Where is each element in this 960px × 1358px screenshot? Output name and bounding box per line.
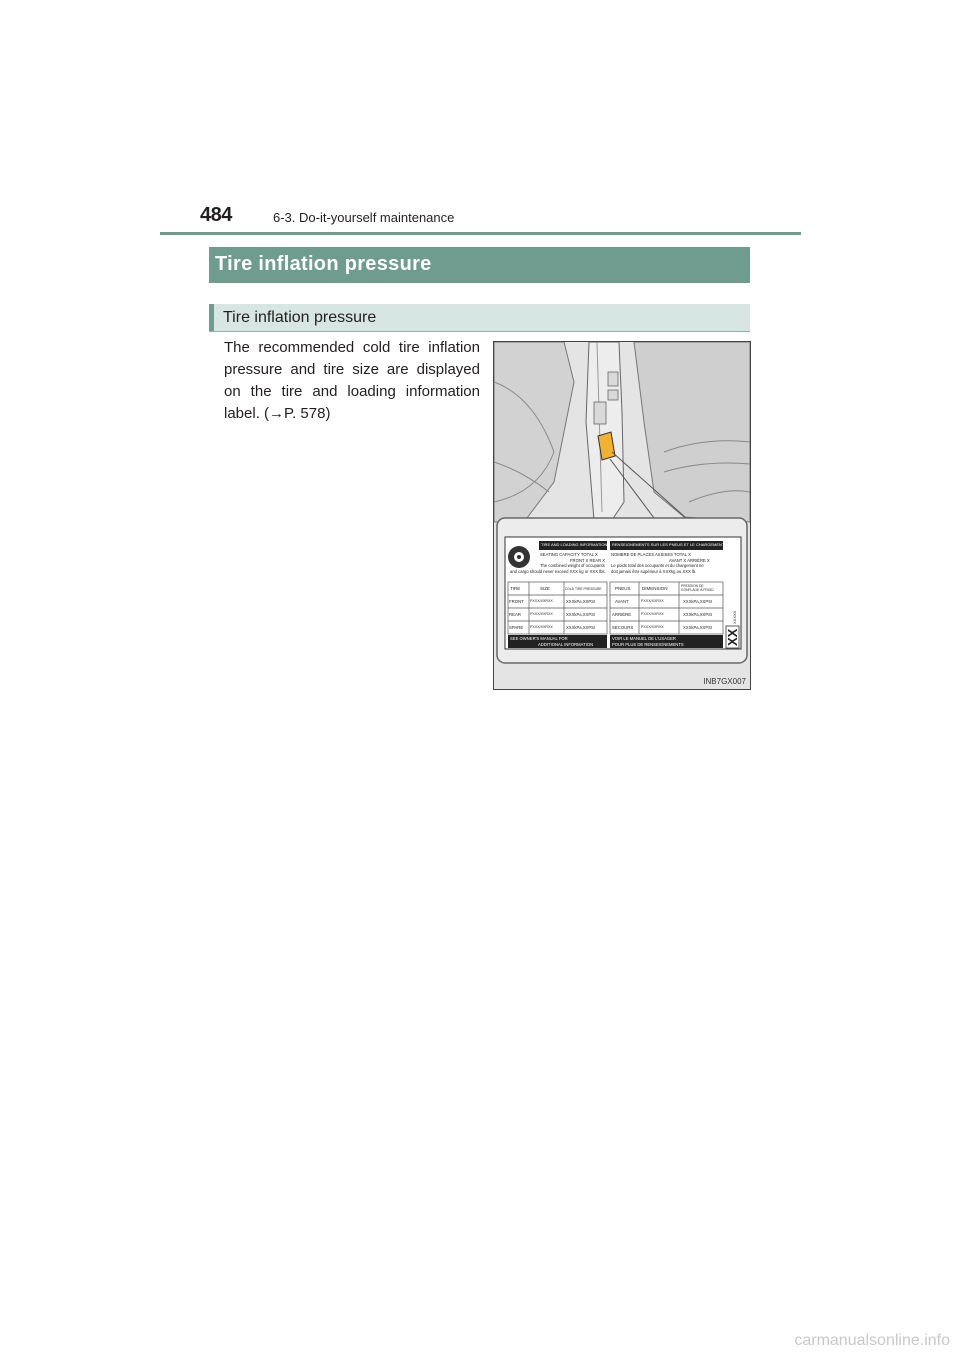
fr-row-rear-size: PXXX/XXRXX: [641, 612, 664, 616]
label-en-block: [510, 552, 606, 574]
label-en-line2: FRONT X REAR X: [570, 557, 606, 563]
figure-id: INB7GX007: [703, 677, 746, 686]
label-fr-block: [611, 552, 710, 574]
fr-row-spare-size: PXXX/XXRXX: [641, 625, 664, 629]
fr-header-size: DIMENSION: [642, 586, 668, 591]
label-side-code: XX: [725, 628, 740, 646]
label-fr-line1: NOMBRE DE PLACES ASSISES TOTAL X: [611, 552, 691, 557]
subsection-accent: [209, 304, 214, 331]
fr-row-rear-pressure: XXXkPa,XXPSI: [683, 612, 713, 617]
fr-row-rear-tire: ARRIÈRE: [612, 612, 632, 617]
label-en-line4: and cargo should never exceed XXX kg or XXX lbs.: [510, 568, 606, 574]
chapter-title: 6-3. Do-it-yourself maintenance: [273, 210, 455, 225]
en-header-tire: TIRE: [510, 586, 521, 591]
fr-row-front-tire: AVANT: [615, 599, 629, 604]
label-en-line3: The combined weight of occupants: [540, 563, 605, 568]
label-footer-fr-line1: VOIR LE MANUEL DE L'USAGER: [612, 636, 676, 641]
fr-row-front-size: PXXX/XXRXX: [641, 599, 664, 603]
en-row-spare-pressure: XXXkPa,XXPSI: [566, 625, 596, 630]
label-fr-line4: doit jamais être supérieur à XXXkg ou XXX lb.: [611, 568, 697, 574]
tire-label-figure: [493, 341, 751, 690]
page-number: 484: [200, 204, 232, 226]
section-title: Tire inflation pressure: [215, 253, 432, 275]
header-rule: [160, 232, 801, 235]
label-side-small: XXXXX: [732, 610, 737, 624]
en-row-front-pressure: XXXkPa,XXPSI: [566, 599, 596, 604]
subsection-title: Tire inflation pressure: [223, 309, 377, 326]
fr-header-tire: PNEUS: [615, 586, 631, 591]
body-paragraph: The recommended cold tire inflation pressure and tire size are displayed on the tire and loading information label. (→P. 578): [224, 339, 480, 422]
en-row-rear-pressure: XXXkPa,XXPSI: [566, 612, 596, 617]
section-title-bar: [209, 247, 750, 283]
label-footer-fr: [612, 636, 684, 647]
fr-row-spare-pressure: XXXkPa,XXPSI: [683, 625, 713, 630]
en-row-spare-tire: SPARE: [509, 625, 524, 630]
en-row-front-tire: FRONT: [509, 599, 524, 604]
label-footer-en-line1: SEE OWNER'S MANUAL FOR: [510, 636, 568, 641]
label-footer-en-line2: ADDITIONAL INFORMATION: [538, 641, 594, 647]
label-fr-line2: AVANT X ARRIÈRE X: [669, 557, 710, 563]
en-header-pressure: COLD TIRE PRESSURE: [565, 587, 602, 591]
label-header-en: TIRE AND LOADING INFORMATION: [541, 542, 608, 547]
subsection-title-bar: [209, 304, 750, 332]
label-footer-en: [510, 636, 593, 647]
watermark: carmanualsonline.info: [794, 1332, 950, 1349]
label-fr-line3: Le poids total des occupants et du chargement ne: [611, 563, 704, 568]
label-footer-fr-line2: POUR PLUS DE RENSEIGNEMENTS: [612, 641, 684, 647]
en-row-rear-tire: REAR: [509, 612, 521, 617]
fr-header-pressure: PRESSION DE GONFLAGE À FROID: [681, 584, 714, 592]
en-row-spare-size: PXXX/XXRXX: [530, 625, 553, 629]
fr-row-front-pressure: XXXkPa,XXPSI: [683, 599, 713, 604]
en-row-front-size: PXXX/XXRXX: [530, 599, 553, 603]
en-row-rear-size: PXXX/XXRXX: [530, 612, 553, 616]
label-en-line1: SEATING CAPACITY TOTAL X: [540, 552, 598, 557]
fr-row-spare-tire: SECOURS: [612, 625, 634, 630]
en-header-size: SIZE: [540, 586, 551, 591]
label-header-fr: RENSEIGNEMENTS SUR LES PNEUS ET LE CHARGEMENT: [612, 542, 725, 547]
